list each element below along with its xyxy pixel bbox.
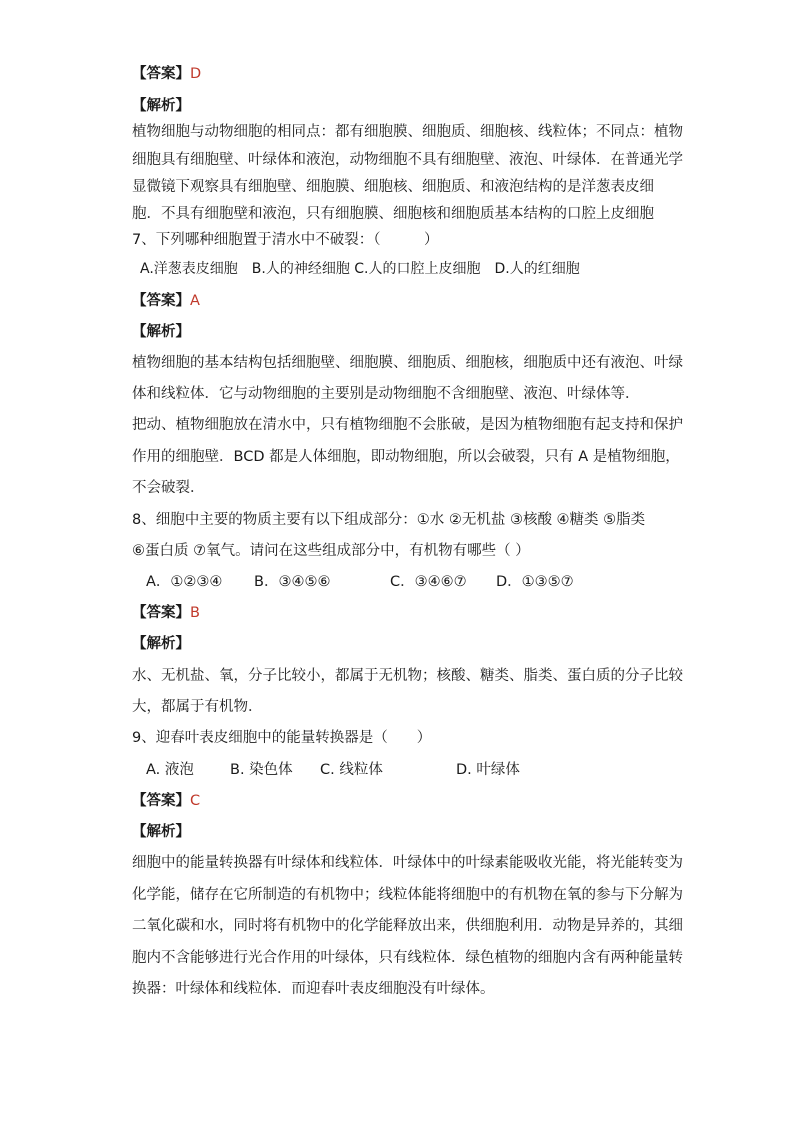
answer-line: [132, 291, 200, 311]
answer-line: [132, 603, 200, 623]
analysis-text-line: 换器：叶绿体和线粒体．而迎春叶表皮细胞没有叶绿体。: [132, 981, 495, 997]
analysis-text-line: 大，都属于有机物．: [132, 699, 263, 715]
question-stem: 8、细胞中主要的物质主要有以下组成部分：①水 ②无机盐 ③核酸 ④糖类 ⑤脂类: [132, 512, 646, 528]
analysis-text-line: 不会破裂．: [132, 480, 205, 496]
question-stem: 7、下列哪种细胞置于清水中不破裂：（ ）: [132, 232, 439, 248]
analysis-text-line: 植物细胞的基本结构包括细胞壁、细胞膜、细胞质、细胞核，细胞质中还有液泡、叶绿: [132, 355, 683, 371]
analysis-text-line: 显微镜下观察具有细胞壁、细胞膜、细胞核、细胞质、和液泡结构的是洋葱表皮细: [132, 179, 654, 195]
option-b: B. 染色体: [230, 762, 293, 778]
answer-tag: 【答案】: [132, 605, 190, 621]
answer-value: B: [190, 605, 200, 621]
analysis-text-line: 水、无机盐、氧，分子比较小，都属于无机物；核酸、糖类、脂类、蛋白质的分子比较: [132, 668, 683, 684]
option-a: A. 液泡: [146, 762, 194, 778]
option-d: D. 叶绿体: [456, 762, 520, 778]
answer-value: D: [190, 66, 202, 82]
analysis-tag: 【解析】: [132, 824, 190, 840]
option-d: D．①③⑤⑦: [496, 574, 574, 590]
answer-tag: 【答案】: [132, 793, 190, 809]
analysis-text-line: 化学能，储存在它所制造的有机物中；线粒体能将细胞中的有机物在氧的参与下分解为: [132, 887, 683, 903]
answer-line: [132, 791, 200, 811]
question-options: A.洋葱表皮细胞 B.人的神经细胞 C.人的口腔上皮细胞 D.人的红细胞: [140, 261, 580, 277]
analysis-text-line: 体和线粒体．它与动物细胞的主要别是动物细胞不含细胞壁、液泡、叶绿体等．: [132, 386, 640, 402]
analysis-tag: 【解析】: [132, 636, 190, 652]
option-c: C. 线粒体: [320, 762, 383, 778]
answer-line: [132, 64, 201, 84]
analysis-text-line: 二氧化碳和水，同时将有机物中的化学能释放出来，供细胞利用．动物是异养的，其细: [132, 918, 683, 934]
option-c: C．③④⑥⑦: [390, 574, 467, 590]
analysis-text-line: 细胞中的能量转换器有叶绿体和线粒体．叶绿体中的叶绿素能吸收光能，将光能转变为: [132, 855, 683, 871]
option-a: A．①②③④: [146, 574, 223, 590]
answer-tag: 【答案】: [132, 66, 190, 82]
analysis-text-line: 植物细胞与动物细胞的相同点：都有细胞膜、细胞质、细胞核、线粒体；不同点：植物: [132, 124, 683, 140]
analysis-text-line: 把动、植物细胞放在清水中，只有植物细胞不会胀破，是因为植物细胞有起支持和保护: [132, 417, 683, 433]
analysis-tag: 【解析】: [132, 98, 190, 114]
analysis-text-line: 胞内不含能够进行光合作用的叶绿体，只有线粒体．绿色植物的细胞内含有两种能量转: [132, 950, 683, 966]
analysis-tag: 【解析】: [132, 324, 190, 340]
answer-value: A: [190, 293, 200, 309]
analysis-text-line: 作用的细胞壁．BCD 都是人体细胞，即动物细胞，所以会破裂，只有 A 是植物细胞，: [132, 449, 680, 465]
question-stem: ⑥蛋白质 ⑦氧气。请问在这些组成部分中，有机物有哪些（ ）: [132, 543, 530, 559]
analysis-text-line: 细胞具有细胞壁、叶绿体和液泡，动物细胞不具有细胞壁、液泡、叶绿体．在普通光学: [132, 152, 683, 168]
analysis-text-line: 胞．不具有细胞壁和液泡，只有细胞膜、细胞核和细胞质基本结构的口腔上皮细胞: [132, 206, 654, 222]
answer-value: C: [190, 793, 201, 809]
answer-tag: 【答案】: [132, 293, 190, 309]
question-stem: 9、迎春叶表皮细胞中的能量转换器是（ ）: [132, 730, 432, 746]
option-b: B．③④⑤⑥: [254, 574, 331, 590]
